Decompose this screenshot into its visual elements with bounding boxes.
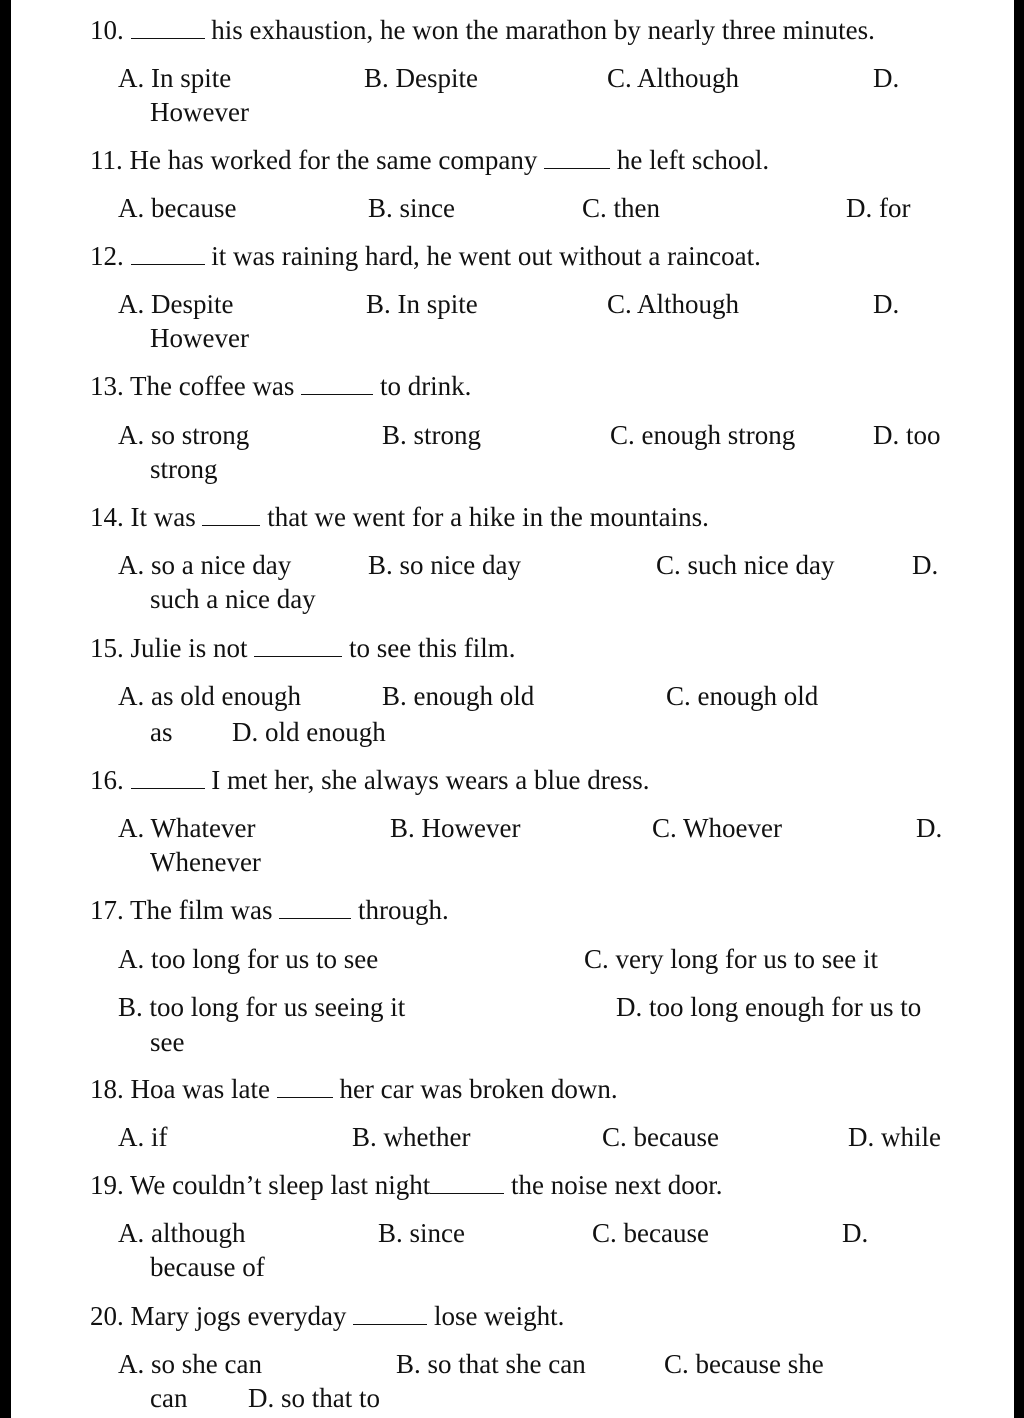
answer-blank: [131, 16, 205, 39]
option-b[interactable]: B. whether: [352, 1122, 471, 1152]
option-d[interactable]: D. too long enough for us to: [616, 992, 922, 1022]
option-d[interactable]: D. old enough: [232, 717, 386, 747]
option-d[interactable]: D. while: [848, 1122, 941, 1152]
question-stem: 18. Hoa was late her car was broken down.: [90, 1074, 618, 1104]
answer-blank: [131, 242, 205, 265]
option-a[interactable]: A. so strong: [118, 420, 250, 450]
answer-blank: [353, 1302, 427, 1325]
option-d[interactable]: D. too: [873, 420, 941, 450]
option-d[interactable]: D.: [916, 813, 943, 843]
option-d-wrapped[interactable]: because of: [150, 1252, 265, 1282]
right-border: [1014, 0, 1024, 1418]
option-b[interactable]: B. too long for us seeing it: [118, 992, 406, 1022]
option-b[interactable]: B. since: [378, 1218, 465, 1248]
question-stem: 15. Julie is not to see this film.: [90, 633, 516, 663]
option-d[interactable]: D. for: [846, 193, 911, 223]
option-c[interactable]: C. enough old: [666, 681, 819, 711]
option-c-wrapped[interactable]: can: [150, 1383, 188, 1413]
option-a[interactable]: A. Whatever: [118, 813, 256, 843]
option-b[interactable]: B. In spite: [366, 289, 478, 319]
option-d-wrapped[interactable]: However: [150, 97, 249, 127]
option-b[interactable]: B. so nice day: [368, 550, 521, 580]
answer-blank: [131, 766, 205, 789]
question-stem: 16. I met her, she always wears a blue dress.: [90, 765, 650, 795]
option-d[interactable]: D.: [912, 550, 939, 580]
option-c[interactable]: C. because: [602, 1122, 719, 1152]
option-b[interactable]: B. However: [390, 813, 521, 843]
option-d[interactable]: D. so that to: [248, 1383, 380, 1413]
option-d[interactable]: D.: [873, 63, 900, 93]
question-stem: 13. The coffee was to drink.: [90, 371, 472, 401]
question-stem: 20. Mary jogs everyday lose weight.: [90, 1301, 565, 1331]
option-c[interactable]: C. Whoever: [652, 813, 782, 843]
option-a[interactable]: A. because: [118, 193, 237, 223]
option-a[interactable]: A. too long for us to see: [118, 944, 379, 974]
option-d-wrapped[interactable]: see: [150, 1027, 185, 1057]
option-b[interactable]: B. since: [368, 193, 455, 223]
answer-blank: [254, 634, 342, 657]
option-d-wrapped[interactable]: Whenever: [150, 847, 261, 877]
option-a[interactable]: A. as old enough: [118, 681, 301, 711]
option-b[interactable]: B. enough old: [382, 681, 535, 711]
option-c[interactable]: C. such nice day: [656, 550, 835, 580]
option-a[interactable]: A. although: [118, 1218, 246, 1248]
option-c[interactable]: C. enough strong: [610, 420, 796, 450]
answer-blank: [544, 146, 610, 169]
option-a[interactable]: A. so a nice day: [118, 550, 292, 580]
option-d-wrapped[interactable]: such a nice day: [150, 584, 316, 614]
option-d-wrapped[interactable]: However: [150, 323, 249, 353]
option-a[interactable]: A. Despite: [118, 289, 234, 319]
question-stem: 19. We couldn’t sleep last night the noise next door.: [90, 1170, 723, 1200]
question-stem: 12. it was raining hard, he went out without a raincoat.: [90, 241, 761, 271]
option-d[interactable]: D.: [873, 289, 900, 319]
answer-blank: [430, 1171, 504, 1194]
question-stem: 10. his exhaustion, he won the marathon by nearly three minutes.: [90, 15, 875, 45]
option-a[interactable]: A. if: [118, 1122, 168, 1152]
option-c[interactable]: C. very long for us to see it: [584, 944, 878, 974]
option-a[interactable]: A. so she can: [118, 1349, 262, 1379]
answer-blank: [301, 372, 373, 395]
answer-blank: [202, 503, 260, 526]
question-stem: 17. The film was through.: [90, 895, 449, 925]
option-b[interactable]: B. so that she can: [396, 1349, 586, 1379]
option-c[interactable]: C. Although: [607, 289, 740, 319]
option-c[interactable]: C. Although: [607, 63, 740, 93]
option-c[interactable]: C. because: [592, 1218, 709, 1248]
answer-blank: [279, 896, 351, 919]
option-c[interactable]: C. then: [582, 193, 660, 223]
option-c[interactable]: C. because she: [664, 1349, 824, 1379]
left-border: [0, 0, 11, 1418]
option-d[interactable]: D.: [842, 1218, 869, 1248]
option-b[interactable]: B. Despite: [364, 63, 478, 93]
question-stem: 14. It was that we went for a hike in the mountains.: [90, 502, 709, 532]
question-stem: 11. He has worked for the same company he left school.: [90, 145, 770, 175]
answer-blank: [277, 1075, 333, 1098]
option-c-wrapped[interactable]: as: [150, 717, 173, 747]
option-b[interactable]: B. strong: [382, 420, 482, 450]
option-d-wrapped[interactable]: strong: [150, 454, 218, 484]
option-a[interactable]: A. In spite: [118, 63, 232, 93]
